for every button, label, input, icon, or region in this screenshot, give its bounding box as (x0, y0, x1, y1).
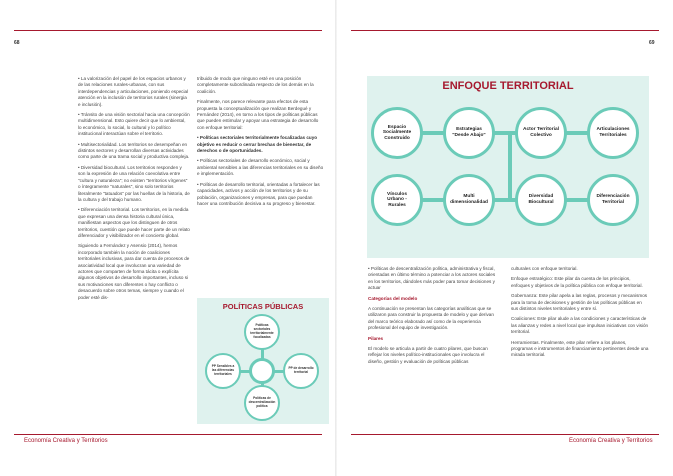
et-node: Vínculos Urbano - Rurales (371, 174, 423, 226)
section-heading: Categorías del modelo (368, 295, 418, 301)
right-column-1 (368, 266, 496, 369)
header-rule (14, 30, 322, 31)
left-column-1 (78, 76, 190, 305)
left-column-2 (197, 76, 325, 211)
footer-title: Economía Creativa y Territorios (569, 438, 653, 444)
header-rule (351, 30, 659, 31)
et-node: Articulaciones Territoriales (587, 107, 639, 159)
footer-title: Economía Creativa y Territorios (24, 438, 108, 444)
page-number-right: 69 (649, 40, 655, 46)
paragraph: Gobernanza: Este pilar apela a las reglas, procesos y mecanismos para la toma de decisiones y gestión de las políticas públicas en sus distintos niveles territoriales y entre sí. (511, 293, 648, 312)
footer-rule (14, 434, 322, 435)
paragraph: • La valorización del papel de los espacios urbanos y de las relaciones rurales-urbanas, con sus interdependencias y articulaciones, poniendo especial atención en la inclusión de territorios rurales (sinergia e inclusión). (78, 76, 189, 107)
et-node: Espacio Socialmente Construido (371, 107, 423, 159)
pp-node: PP Sensibles a las diferencias territoriales (205, 353, 241, 389)
diagram-title: POLÍTICAS PÚBLICAS (222, 302, 304, 311)
pp-node: PP de desarrollo territorial (283, 353, 319, 389)
et-node: Actor Territorial Colectivo (515, 107, 567, 159)
enfoque-territorial-diagram (367, 76, 649, 258)
et-node: Multi dimensionalidad (443, 174, 495, 226)
paragraph: Coaliciones: Este pilar alude a las condiciones y características de las alianzas y redes a nivel local que impulsan iniciativas con visión territorial. (511, 316, 649, 335)
pp-node: Políticas sectoriales territorialmente focalizadas (244, 314, 280, 350)
diagram-hub (249, 358, 275, 384)
et-node: Estrategias "Desde Abajo" (443, 107, 495, 159)
diagram-title: ENFOQUE TERRITORIAL (442, 80, 574, 92)
right-page (337, 0, 673, 476)
paragraph: Herramientas. Finalmente, este pilar refiere a los planes, programas e instrumentos de financiamiento pertinentes desde una mirada territorial. (511, 339, 649, 358)
paragraph: culturales con enfoque territorial. (511, 266, 578, 271)
paragraph: • Multisectorialidad. Los territorios se desempeñan en distintos sectores y desarrollan diversas actividades como parte de una trama social y productiva compleja. (78, 141, 190, 160)
footer-rule (351, 434, 659, 435)
paragraph: • Diferenciación territorial. Los territorios, en la medida que expresan una densa historia cultural única, manifiestan aspectos que los distinguen de otros territorios, cuestión que puede hacer parte de un relato diferenciador y visibilizador en el concierto global. (78, 207, 190, 238)
right-column-2 (511, 266, 649, 363)
paragraph: • Políticas sectoriales territorialmente focalizadas cuyo objetivo es reducir o cerrar brechas de bienestar, de derechos o de oportunidades. (197, 135, 318, 154)
left-page (0, 0, 336, 476)
politicas-publicas-diagram (197, 298, 329, 424)
connector (508, 131, 512, 201)
paragraph: • Políticas sectoriales de desarrollo económico, social y ambiental sensibles a las diferencias territoriales en su diseño e implementación. (197, 158, 324, 177)
paragraph: Enfoque estratégico: Este pilar da cuenta de los principios, enfoques y objetivos de la política pública con enfoque territorial. (511, 276, 643, 288)
paragraph: • Políticas de descentralización política, administrativa y fiscal, orientadas en último término a potenciar a los actores sociales en los territorios, dándoles más poder para tomar decisiones y actuar (368, 266, 496, 291)
et-node: Diversidad Biocultural (515, 174, 567, 226)
section-heading: Pilares (368, 335, 384, 341)
paragraph: A continuación se presentan las categorías analíticas que se utilizaron para construir la propuesta de modelo y que derivan del marco teórico elaborado así como de la experiencia profesional del equipo de investigación. (368, 306, 494, 331)
paragraph: El modelo se articula a partir de cuatro pilares, que buscan reflejar los niveles político-institucionales que involucra el diseño, gestión y evaluación de políticas públicas (368, 346, 488, 364)
paragraph: Finalmente, nos parece relevante para efectos de esta propuesta la conceptualización que realizan Berdegué y Fernández (2014), en torno a los tipos de políticas públicas que pueden estimular y apoyar una estrategia de desarrollo con enfoque territorial: (197, 99, 319, 130)
pp-node: Políticas de descentralización política (244, 385, 280, 421)
paragraph: • Diversidad biocultural. Los territorios responden y son la expresión de una relación coevolutiva entre "cultura y naturaleza"; no existen "territorios vírgenes" o íntegramente "naturales", sino solo territorios literalmente "tatuados" por las huellas de la historia, de la cultura y del trabajo humano. (78, 164, 190, 202)
et-node: Diferenciación Territorial (587, 174, 639, 226)
paragraph: • Tránsito de una visión sectorial hacia una concepción multidimensional. Esto quiere decir que lo ambiental, lo económico, lo social, lo cultural y lo político institucional interactúan sobre el territorio. (78, 112, 190, 137)
paragraph: • Políticas de desarrollo territorial, orientadas a fortalecer las capacidades, activos y acción de los territorios y de su población, organizaciones y empresas, para que puedan hacer una contribución decisiva a su progreso y bienestar. (197, 181, 320, 206)
page-number-left: 68 (14, 40, 20, 46)
paragraph: Siguiendo a Fernández y Asensio (2014), hemos incorporado también la noción de coaliciones territoriales inclusivas, para dar cuenta de procesos de asociatividad local que involucran una variedad de actores que comparten de forma tácita o explícita algunos objetivos de desarrollo importantes, incluso si sus motivaciones son diferentes o hay conflicto o desacuerdo sobre otros temas, siempre y cuando el poder esté dis- (78, 243, 190, 300)
paragraph: tribuido de modo que ninguno esté en una posición completamente subordinada respecto de los demás en la coalición. (197, 76, 314, 94)
